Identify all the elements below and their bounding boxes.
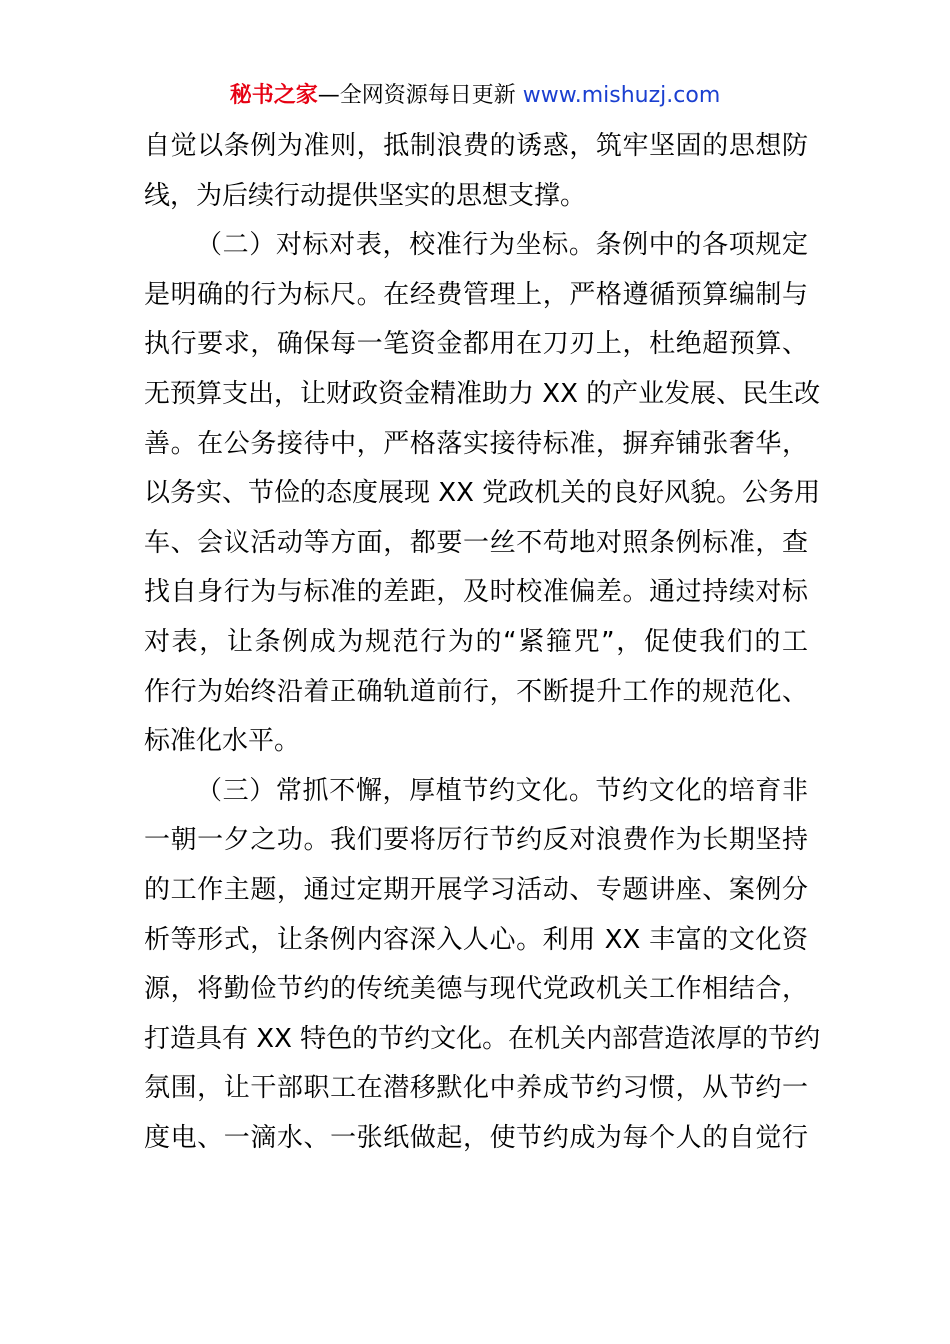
text-line: 源，将勤俭节约的传统美德与现代党政机关工作相结合， bbox=[144, 974, 808, 1005]
text-line: 一朝一夕之功。我们要将厉行节约反对浪费作为长期坚持 bbox=[144, 825, 808, 856]
text-line: 以务实、节俭的态度展现 XX 党政机关的良好风貌。公务用 bbox=[144, 478, 821, 509]
text-line: 析等形式，让条例内容深入人心。利用 XX 丰富的文化资 bbox=[144, 924, 808, 955]
site-brand: 秘书之家 bbox=[229, 83, 318, 108]
site-url[interactable]: www.mishuzj.com bbox=[522, 83, 721, 108]
text-line: 找自身行为与标准的差距，及时校准偏差。通过持续对标 bbox=[144, 577, 808, 608]
text-line: 标准化水平。 bbox=[144, 726, 301, 757]
text-line: 车、会议活动等方面，都要一丝不苟地对照条例标准，查 bbox=[144, 527, 808, 558]
text-line: 线，为后续行动提供坚实的思想支撑。 bbox=[144, 180, 587, 211]
text-line: 打造具有 XX 特色的节约文化。在机关内部营造浓厚的节约 bbox=[144, 1023, 821, 1054]
site-tagline: —全网资源每日更新 bbox=[317, 83, 516, 108]
text-line: 度电、一滴水、一张纸做起，使节约成为每个人的自觉行 bbox=[144, 1122, 808, 1153]
text-line: 自觉以条例为准则，抵制浪费的诱惑，筑牢坚固的思想防 bbox=[144, 131, 808, 161]
paragraph-heading-line: （三）常抓不懈，厚植节约文化。节约文化的培育非 bbox=[196, 775, 808, 806]
document-body bbox=[144, 122, 821, 1163]
text-line: 氛围，让干部职工在潜移默化中养成节约习惯，从节约一 bbox=[144, 1073, 808, 1104]
text-line: 是明确的行为标尺。在经费管理上，严格遵循预算编制与 bbox=[144, 279, 808, 310]
text-line: 对表，让条例成为规范行为的“紧箍咒”，促使我们的工 bbox=[144, 626, 808, 657]
page-header bbox=[0, 80, 950, 112]
text-line: 执行要求，确保每一笔资金都用在刀刃上，杜绝超预算、 bbox=[144, 329, 808, 360]
text-line: 的工作主题，通过定期开展学习活动、专题讲座、案例分 bbox=[144, 874, 808, 905]
text-line: 作行为始终沿着正确轨道前行，不断提升工作的规范化、 bbox=[144, 676, 808, 707]
text-line: 无预算支出，让财政资金精准助力 XX 的产业发展、民生改 bbox=[144, 378, 821, 409]
paragraph-heading-line: （二）对标对表，校准行为坐标。条例中的各项规定 bbox=[196, 230, 808, 261]
text-line: 善。在公务接待中，严格落实接待标准，摒弃铺张奢华， bbox=[144, 428, 808, 459]
